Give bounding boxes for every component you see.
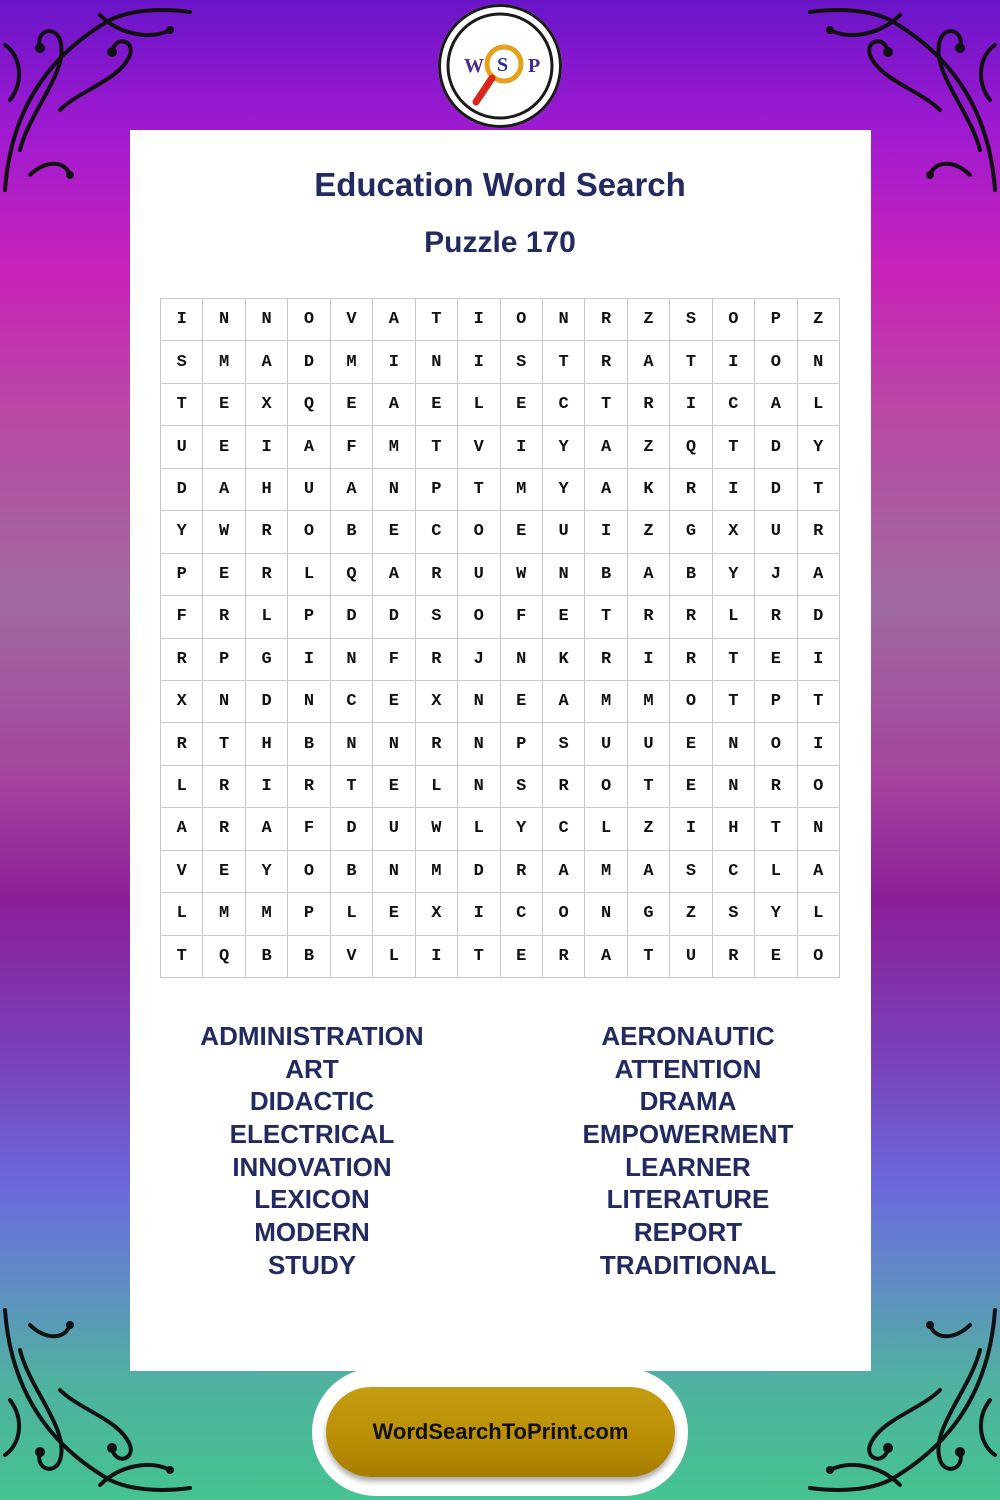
- grid-cell[interactable]: R: [628, 384, 670, 426]
- grid-cell[interactable]: X: [416, 893, 458, 935]
- grid-cell[interactable]: I: [246, 766, 288, 808]
- grid-cell[interactable]: L: [161, 893, 203, 935]
- grid-cell[interactable]: D: [161, 469, 203, 511]
- grid-cell[interactable]: I: [628, 639, 670, 681]
- grid-cell[interactable]: E: [543, 596, 585, 638]
- grid-cell[interactable]: Z: [628, 808, 670, 850]
- grid-cell[interactable]: A: [331, 469, 373, 511]
- grid-cell[interactable]: E: [203, 426, 245, 468]
- grid-cell[interactable]: T: [161, 936, 203, 978]
- grid-cell[interactable]: L: [373, 936, 415, 978]
- letter-grid: [160, 298, 840, 978]
- grid-cell[interactable]: E: [501, 681, 543, 723]
- grid-cell[interactable]: R: [628, 596, 670, 638]
- grid-cell[interactable]: I: [458, 299, 500, 341]
- grid-cell[interactable]: N: [373, 723, 415, 765]
- grid-cell[interactable]: O: [755, 341, 797, 383]
- grid-cell[interactable]: I: [246, 426, 288, 468]
- grid-cell[interactable]: R: [246, 554, 288, 596]
- grid-cell[interactable]: Z: [670, 893, 712, 935]
- grid-cell[interactable]: N: [458, 766, 500, 808]
- grid-cell[interactable]: D: [288, 341, 330, 383]
- word-item: DIDACTIC: [249, 1086, 375, 1117]
- grid-cell[interactable]: F: [501, 596, 543, 638]
- grid-cell[interactable]: U: [670, 936, 712, 978]
- grid-cell[interactable]: T: [331, 766, 373, 808]
- grid-cell[interactable]: T: [203, 723, 245, 765]
- word-item: ADMINISTRATION: [200, 1021, 424, 1051]
- grid-cell[interactable]: F: [331, 426, 373, 468]
- grid-cell[interactable]: R: [161, 639, 203, 681]
- grid-cell[interactable]: A: [798, 554, 840, 596]
- grid-cell[interactable]: I: [798, 723, 840, 765]
- grid-cell[interactable]: M: [585, 681, 627, 723]
- grid-cell[interactable]: V: [161, 851, 203, 893]
- grid-cell[interactable]: Q: [331, 554, 373, 596]
- grid-cell[interactable]: Y: [161, 511, 203, 553]
- grid-cell[interactable]: S: [670, 299, 712, 341]
- grid-cell[interactable]: P: [501, 723, 543, 765]
- grid-cell[interactable]: X: [416, 681, 458, 723]
- grid-cell[interactable]: O: [288, 299, 330, 341]
- grid-cell[interactable]: Z: [628, 426, 670, 468]
- grid-cell[interactable]: D: [331, 596, 373, 638]
- grid-cell[interactable]: T: [543, 341, 585, 383]
- grid-cell[interactable]: R: [416, 723, 458, 765]
- grid-cell[interactable]: D: [458, 851, 500, 893]
- grid-cell[interactable]: T: [416, 426, 458, 468]
- word-item: REPORT: [633, 1217, 743, 1248]
- grid-cell[interactable]: R: [203, 596, 245, 638]
- grid-cell[interactable]: B: [331, 851, 373, 893]
- grid-cell[interactable]: Z: [628, 299, 670, 341]
- grid-cell[interactable]: R: [798, 511, 840, 553]
- grid-cell[interactable]: G: [628, 893, 670, 935]
- grid-cell[interactable]: M: [585, 851, 627, 893]
- puzzle-number: Puzzle 170: [424, 226, 576, 259]
- grid-cell[interactable]: M: [501, 469, 543, 511]
- word-item: INNOVATION: [232, 1151, 392, 1182]
- grid-cell[interactable]: Q: [203, 936, 245, 978]
- grid-cell[interactable]: E: [670, 766, 712, 808]
- grid-cell[interactable]: I: [501, 426, 543, 468]
- grid-cell[interactable]: O: [288, 851, 330, 893]
- grid-cell[interactable]: E: [501, 511, 543, 553]
- svg-text:S: S: [497, 54, 509, 76]
- grid-cell[interactable]: N: [543, 299, 585, 341]
- grid-cell[interactable]: H: [246, 723, 288, 765]
- grid-cell[interactable]: L: [798, 893, 840, 935]
- grid-cell[interactable]: S: [670, 851, 712, 893]
- grid-cell[interactable]: P: [288, 596, 330, 638]
- grid-cell[interactable]: J: [755, 554, 797, 596]
- grid-cell[interactable]: V: [331, 936, 373, 978]
- grid-cell[interactable]: U: [628, 723, 670, 765]
- grid-cell[interactable]: T: [585, 384, 627, 426]
- grid-cell[interactable]: Y: [798, 426, 840, 468]
- grid-cell[interactable]: R: [246, 511, 288, 553]
- grid-cell[interactable]: I: [670, 384, 712, 426]
- grid-cell[interactable]: E: [203, 384, 245, 426]
- grid-cell[interactable]: N: [713, 723, 755, 765]
- grid-cell[interactable]: N: [331, 723, 373, 765]
- grid-cell[interactable]: U: [458, 554, 500, 596]
- grid-cell[interactable]: E: [755, 936, 797, 978]
- grid-cell[interactable]: U: [288, 469, 330, 511]
- grid-cell[interactable]: M: [203, 341, 245, 383]
- grid-cell[interactable]: A: [246, 808, 288, 850]
- grid-cell[interactable]: O: [543, 893, 585, 935]
- grid-cell[interactable]: L: [755, 851, 797, 893]
- grid-cell[interactable]: A: [755, 384, 797, 426]
- grid-cell[interactable]: U: [755, 511, 797, 553]
- word-item: TRADITIONAL: [599, 1249, 777, 1280]
- grid-cell[interactable]: C: [543, 384, 585, 426]
- grid-cell[interactable]: E: [373, 766, 415, 808]
- grid-cell[interactable]: X: [713, 511, 755, 553]
- grid-cell[interactable]: E: [501, 936, 543, 978]
- grid-cell[interactable]: E: [755, 639, 797, 681]
- grid-cell[interactable]: L: [416, 766, 458, 808]
- grid-cell[interactable]: O: [585, 766, 627, 808]
- grid-cell[interactable]: T: [628, 936, 670, 978]
- grid-cell[interactable]: K: [543, 639, 585, 681]
- grid-cell[interactable]: F: [288, 808, 330, 850]
- grid-cell[interactable]: O: [798, 936, 840, 978]
- grid-cell[interactable]: T: [670, 341, 712, 383]
- grid-cell[interactable]: A: [798, 851, 840, 893]
- grid-cell[interactable]: I: [458, 341, 500, 383]
- grid-cell[interactable]: X: [246, 384, 288, 426]
- grid-cell[interactable]: T: [458, 469, 500, 511]
- grid-cell[interactable]: A: [543, 681, 585, 723]
- grid-cell[interactable]: N: [713, 766, 755, 808]
- grid-cell[interactable]: S: [543, 723, 585, 765]
- grid-cell[interactable]: S: [161, 341, 203, 383]
- grid-cell[interactable]: Y: [543, 469, 585, 511]
- grid-cell[interactable]: U: [373, 808, 415, 850]
- grid-cell[interactable]: O: [458, 511, 500, 553]
- word-list-left: [152, 1020, 472, 1282]
- grid-cell[interactable]: N: [458, 681, 500, 723]
- grid-cell[interactable]: R: [585, 341, 627, 383]
- grid-cell[interactable]: P: [755, 681, 797, 723]
- grid-cell[interactable]: A: [373, 299, 415, 341]
- word-item: ATTENTION: [614, 1053, 762, 1084]
- svg-text:P: P: [528, 55, 541, 77]
- grid-cell[interactable]: T: [798, 469, 840, 511]
- grid-cell[interactable]: Y: [501, 808, 543, 850]
- website-label: WordSearchToPrint.com: [372, 1419, 629, 1444]
- grid-cell[interactable]: M: [416, 851, 458, 893]
- grid-cell[interactable]: Z: [798, 299, 840, 341]
- grid-cell[interactable]: N: [416, 341, 458, 383]
- grid-cell[interactable]: T: [628, 766, 670, 808]
- grid-cell[interactable]: R: [416, 639, 458, 681]
- grid-cell[interactable]: A: [585, 936, 627, 978]
- grid-cell[interactable]: L: [161, 766, 203, 808]
- grid-cell[interactable]: R: [670, 596, 712, 638]
- grid-cell[interactable]: L: [288, 554, 330, 596]
- grid-cell[interactable]: E: [203, 851, 245, 893]
- svg-text:W: W: [464, 55, 484, 77]
- grid-cell[interactable]: N: [288, 681, 330, 723]
- grid-cell[interactable]: R: [585, 639, 627, 681]
- grid-cell[interactable]: S: [416, 596, 458, 638]
- grid-cell[interactable]: A: [288, 426, 330, 468]
- grid-cell[interactable]: A: [203, 469, 245, 511]
- grid-cell[interactable]: X: [161, 681, 203, 723]
- grid-cell[interactable]: Q: [670, 426, 712, 468]
- grid-cell[interactable]: R: [543, 766, 585, 808]
- grid-cell[interactable]: N: [798, 808, 840, 850]
- grid-cell[interactable]: U: [161, 426, 203, 468]
- word-item: LITERATURE: [606, 1184, 770, 1215]
- grid-cell[interactable]: T: [585, 596, 627, 638]
- grid-cell[interactable]: B: [288, 723, 330, 765]
- grid-cell[interactable]: E: [416, 384, 458, 426]
- grid-cell[interactable]: I: [798, 639, 840, 681]
- grid-cell[interactable]: W: [416, 808, 458, 850]
- grid-cell[interactable]: E: [670, 723, 712, 765]
- grid-cell[interactable]: S: [713, 893, 755, 935]
- word-item: ELECTRICAL: [229, 1119, 395, 1150]
- word-list-right: [528, 1020, 848, 1282]
- grid-cell[interactable]: A: [628, 341, 670, 383]
- site-logo[interactable]: [438, 4, 562, 128]
- grid-cell[interactable]: G: [670, 511, 712, 553]
- grid-cell[interactable]: Y: [246, 851, 288, 893]
- grid-cell[interactable]: I: [288, 639, 330, 681]
- grid-cell[interactable]: D: [755, 469, 797, 511]
- grid-cell[interactable]: U: [543, 511, 585, 553]
- grid-cell[interactable]: N: [458, 723, 500, 765]
- grid-cell[interactable]: A: [628, 554, 670, 596]
- website-button[interactable]: [326, 1387, 675, 1477]
- grid-cell[interactable]: S: [501, 766, 543, 808]
- grid-cell[interactable]: R: [585, 299, 627, 341]
- grid-cell[interactable]: N: [203, 681, 245, 723]
- grid-cell[interactable]: M: [628, 681, 670, 723]
- grid-cell[interactable]: A: [628, 851, 670, 893]
- grid-cell[interactable]: C: [713, 384, 755, 426]
- grid-cell[interactable]: C: [713, 851, 755, 893]
- grid-cell[interactable]: Y: [755, 893, 797, 935]
- grid-cell[interactable]: N: [373, 851, 415, 893]
- word-item: AERONAUTIC: [601, 1021, 775, 1051]
- grid-cell[interactable]: J: [458, 639, 500, 681]
- grid-cell[interactable]: L: [458, 808, 500, 850]
- grid-cell[interactable]: A: [246, 341, 288, 383]
- grid-cell[interactable]: E: [203, 554, 245, 596]
- grid-cell[interactable]: H: [713, 808, 755, 850]
- grid-cell[interactable]: N: [585, 893, 627, 935]
- grid-cell[interactable]: C: [501, 893, 543, 935]
- grid-cell[interactable]: E: [501, 384, 543, 426]
- grid-cell[interactable]: I: [161, 299, 203, 341]
- grid-cell[interactable]: O: [713, 299, 755, 341]
- grid-cell[interactable]: O: [501, 299, 543, 341]
- grid-cell[interactable]: O: [288, 511, 330, 553]
- grid-cell[interactable]: T: [161, 384, 203, 426]
- grid-cell[interactable]: A: [373, 384, 415, 426]
- grid-cell[interactable]: B: [670, 554, 712, 596]
- grid-cell[interactable]: S: [501, 341, 543, 383]
- grid-cell[interactable]: W: [203, 511, 245, 553]
- grid-cell[interactable]: R: [203, 808, 245, 850]
- grid-cell[interactable]: N: [373, 469, 415, 511]
- grid-cell[interactable]: V: [331, 299, 373, 341]
- word-item: DRAMA: [639, 1086, 737, 1117]
- page-title: Education Word Search: [314, 166, 686, 203]
- grid-cell[interactable]: L: [713, 596, 755, 638]
- grid-cell[interactable]: B: [331, 511, 373, 553]
- grid-cell[interactable]: R: [161, 723, 203, 765]
- grid-cell[interactable]: L: [331, 893, 373, 935]
- grid-cell[interactable]: L: [246, 596, 288, 638]
- grid-cell[interactable]: N: [246, 299, 288, 341]
- grid-cell[interactable]: T: [755, 808, 797, 850]
- grid-cell[interactable]: R: [501, 851, 543, 893]
- grid-cell[interactable]: I: [585, 511, 627, 553]
- magnifier-icon: [438, 4, 562, 128]
- grid-cell[interactable]: E: [331, 384, 373, 426]
- grid-cell[interactable]: R: [755, 766, 797, 808]
- word-item: EMPOWERMENT: [582, 1119, 794, 1150]
- grid-cell[interactable]: C: [543, 808, 585, 850]
- grid-cell[interactable]: C: [331, 681, 373, 723]
- grid-cell[interactable]: Z: [628, 511, 670, 553]
- grid-cell[interactable]: D: [798, 596, 840, 638]
- grid-cell[interactable]: N: [331, 639, 373, 681]
- word-item: STUDY: [267, 1249, 357, 1280]
- grid-cell[interactable]: G: [246, 639, 288, 681]
- grid-cell[interactable]: T: [458, 936, 500, 978]
- grid-cell[interactable]: A: [585, 469, 627, 511]
- grid-cell[interactable]: V: [458, 426, 500, 468]
- grid-cell[interactable]: P: [161, 554, 203, 596]
- grid-cell[interactable]: O: [755, 723, 797, 765]
- grid-cell[interactable]: U: [585, 723, 627, 765]
- grid-cell[interactable]: B: [585, 554, 627, 596]
- grid-cell[interactable]: P: [288, 893, 330, 935]
- grid-cell[interactable]: I: [713, 341, 755, 383]
- grid-cell[interactable]: Y: [543, 426, 585, 468]
- grid-cell[interactable]: N: [501, 639, 543, 681]
- grid-cell[interactable]: P: [416, 469, 458, 511]
- grid-cell[interactable]: R: [288, 766, 330, 808]
- grid-cell[interactable]: R: [713, 936, 755, 978]
- grid-cell[interactable]: D: [331, 808, 373, 850]
- grid-cell[interactable]: I: [670, 808, 712, 850]
- grid-cell[interactable]: L: [798, 384, 840, 426]
- grid-cell[interactable]: P: [755, 299, 797, 341]
- grid-cell[interactable]: M: [203, 893, 245, 935]
- grid-cell[interactable]: T: [713, 639, 755, 681]
- grid-cell[interactable]: A: [373, 554, 415, 596]
- grid-cell[interactable]: O: [458, 596, 500, 638]
- grid-cell[interactable]: R: [543, 936, 585, 978]
- word-item: ART: [285, 1053, 339, 1084]
- grid-cell[interactable]: D: [373, 596, 415, 638]
- word-item: LEARNER: [625, 1151, 751, 1182]
- grid-cell[interactable]: I: [416, 936, 458, 978]
- grid-cell[interactable]: N: [543, 554, 585, 596]
- grid-cell[interactable]: R: [670, 469, 712, 511]
- grid-cell[interactable]: F: [373, 639, 415, 681]
- grid-cell[interactable]: N: [798, 341, 840, 383]
- grid-cell[interactable]: E: [373, 893, 415, 935]
- grid-cell[interactable]: P: [203, 639, 245, 681]
- grid-cell[interactable]: O: [670, 681, 712, 723]
- grid-cell[interactable]: B: [246, 936, 288, 978]
- grid-cell[interactable]: T: [713, 426, 755, 468]
- grid-cell[interactable]: D: [246, 681, 288, 723]
- grid-cell[interactable]: I: [373, 341, 415, 383]
- grid-cell[interactable]: T: [798, 681, 840, 723]
- grid-cell[interactable]: A: [161, 808, 203, 850]
- grid-cell[interactable]: K: [628, 469, 670, 511]
- grid-cell[interactable]: T: [416, 299, 458, 341]
- grid-cell[interactable]: M: [246, 893, 288, 935]
- grid-cell[interactable]: T: [713, 681, 755, 723]
- grid-cell[interactable]: W: [501, 554, 543, 596]
- grid-cell[interactable]: Q: [288, 384, 330, 426]
- grid-cell[interactable]: D: [755, 426, 797, 468]
- grid-cell[interactable]: H: [246, 469, 288, 511]
- grid-cell[interactable]: F: [161, 596, 203, 638]
- grid-cell[interactable]: M: [331, 341, 373, 383]
- grid-cell[interactable]: O: [798, 766, 840, 808]
- grid-cell[interactable]: R: [203, 766, 245, 808]
- grid-cell[interactable]: R: [755, 596, 797, 638]
- grid-cell[interactable]: I: [458, 893, 500, 935]
- grid-cell[interactable]: A: [585, 426, 627, 468]
- grid-cell[interactable]: C: [416, 511, 458, 553]
- grid-cell[interactable]: E: [373, 511, 415, 553]
- grid-cell[interactable]: A: [543, 851, 585, 893]
- grid-cell[interactable]: L: [458, 384, 500, 426]
- grid-cell[interactable]: E: [373, 681, 415, 723]
- word-item: LEXICON: [254, 1184, 370, 1215]
- grid-cell[interactable]: L: [585, 808, 627, 850]
- grid-cell[interactable]: Y: [713, 554, 755, 596]
- grid-cell[interactable]: R: [670, 639, 712, 681]
- grid-cell[interactable]: R: [416, 554, 458, 596]
- word-item: MODERN: [254, 1217, 370, 1248]
- grid-cell[interactable]: I: [713, 469, 755, 511]
- grid-cell[interactable]: B: [288, 936, 330, 978]
- grid-cell[interactable]: M: [373, 426, 415, 468]
- grid-cell[interactable]: N: [203, 299, 245, 341]
